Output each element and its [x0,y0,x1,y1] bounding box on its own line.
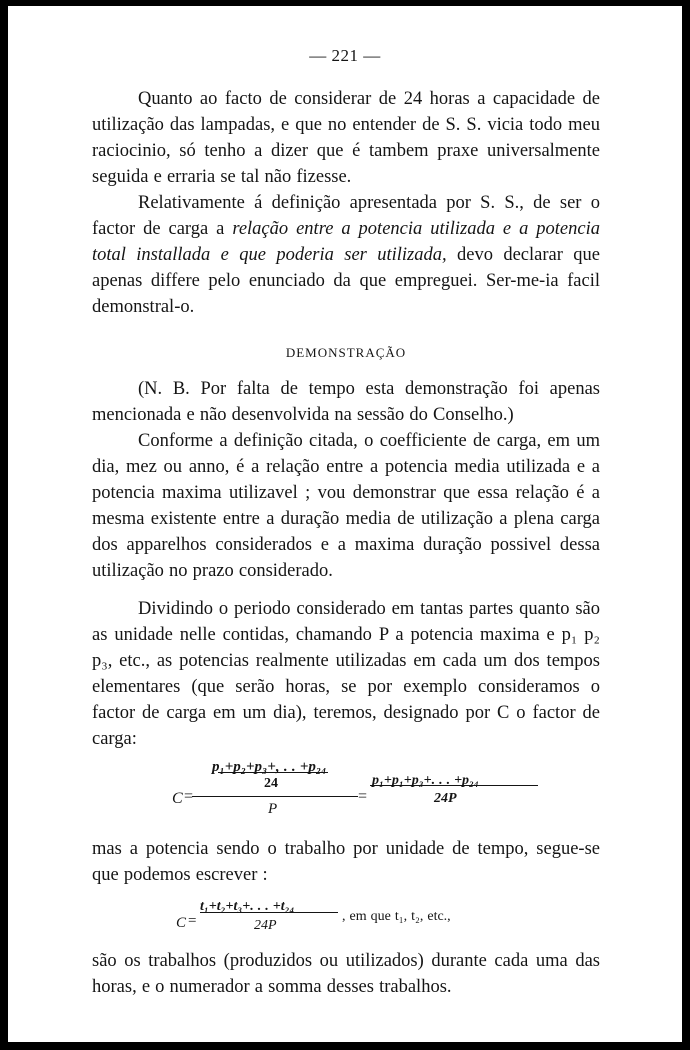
formula2-numerator: t₁+t₂+t₃+. . . +t₂₄ [200,899,295,914]
formula2-denominator: 24P [254,918,277,933]
paragraph-2-end: devo declarar que apenas differe pelo enunciado da que empreguei. Ser-me-ia facil demonstral-o. [92,245,600,317]
formula1-rhs-numerator: p₁+p₁+p₃+. . . +p₂₄ [372,773,479,788]
formula2-equals: = [188,913,197,929]
formula-load-factor [92,758,600,828]
formula1-equals: = [184,788,194,805]
paragraph-2-italic: relação entre a potencia utilizada e a potencia total installada e que poderia ser utilizada, [92,219,600,265]
paragraph-2-start: Relativamente á definição apresentada por S. S., de ser o factor de carga a [92,193,600,239]
formula2-lhs: C [176,915,187,931]
paragraph-2 [92,190,600,320]
formula1-inner-numerator: p₁+p₂+p₃+, . . +p₂₄ [212,759,327,775]
formula1-rhs-denominator: 24P [434,791,457,806]
paragraph-5: Dividindo o periodo considerado em tantas partes quanto são as unidade nelle contidas, chamando P a potencia maxima e p₁ p₂ p₃, etc., as potencias realmente utilizadas em cada um dos tempos elementares (que serão horas, se por exemplo consideramos o factor de carga em um dia), teremos, designado por C o factor de carga: [92,599,600,749]
page-number: — 221 — [309,46,381,65]
paragraph-3-note: (N. B. Por falta de tempo esta demonstração foi apenas mencionada e não desenvolvida na sessão do Conselho.) [92,379,600,425]
paragraph-1: Quanto ao facto de considerar de 24 horas a capacidade de utilização das lampadas, e que no entender de S. S. vicia todo meu raciocinio, só tenho a dizer que é tambem praxe universalmente seguida e erraria se tal não fizesse. [92,89,600,187]
formula1-lhs: C [172,790,183,807]
formula1-outer-denominator: P [268,801,278,817]
formula1-equals-2: = [358,788,368,805]
section-heading: DEMONSTRAÇÃO [285,345,407,360]
paragraph-7: são os trabalhos (produzidos ou utilizados) durante cada uma das horas, e o numerador a somma desses trabalhos. [92,951,600,997]
paragraph-6: mas a potencia sendo o trabalho por unidade de tempo, segue-se que podemos escrever : [92,839,600,885]
formula1-inner-denominator: 24 [264,776,278,791]
page-body [92,86,600,1000]
formula-work [92,894,600,942]
document-page [8,6,682,1042]
paragraph-4: Conforme a definição citada, o coefficiente de carga, em um dia, mez ou anno, é a relação entre a potencia media utilizada e a potencia maxima utilizavel ; vou demonstrar que essa relação é a mesma existente entre a duração media de utilização a plena carga dos apparelhos considerados e a maxima duração possivel dessa utilização no prazo considerado. [92,431,600,581]
formula2-tail: , em que t₁, t₂, etc., [342,909,451,924]
